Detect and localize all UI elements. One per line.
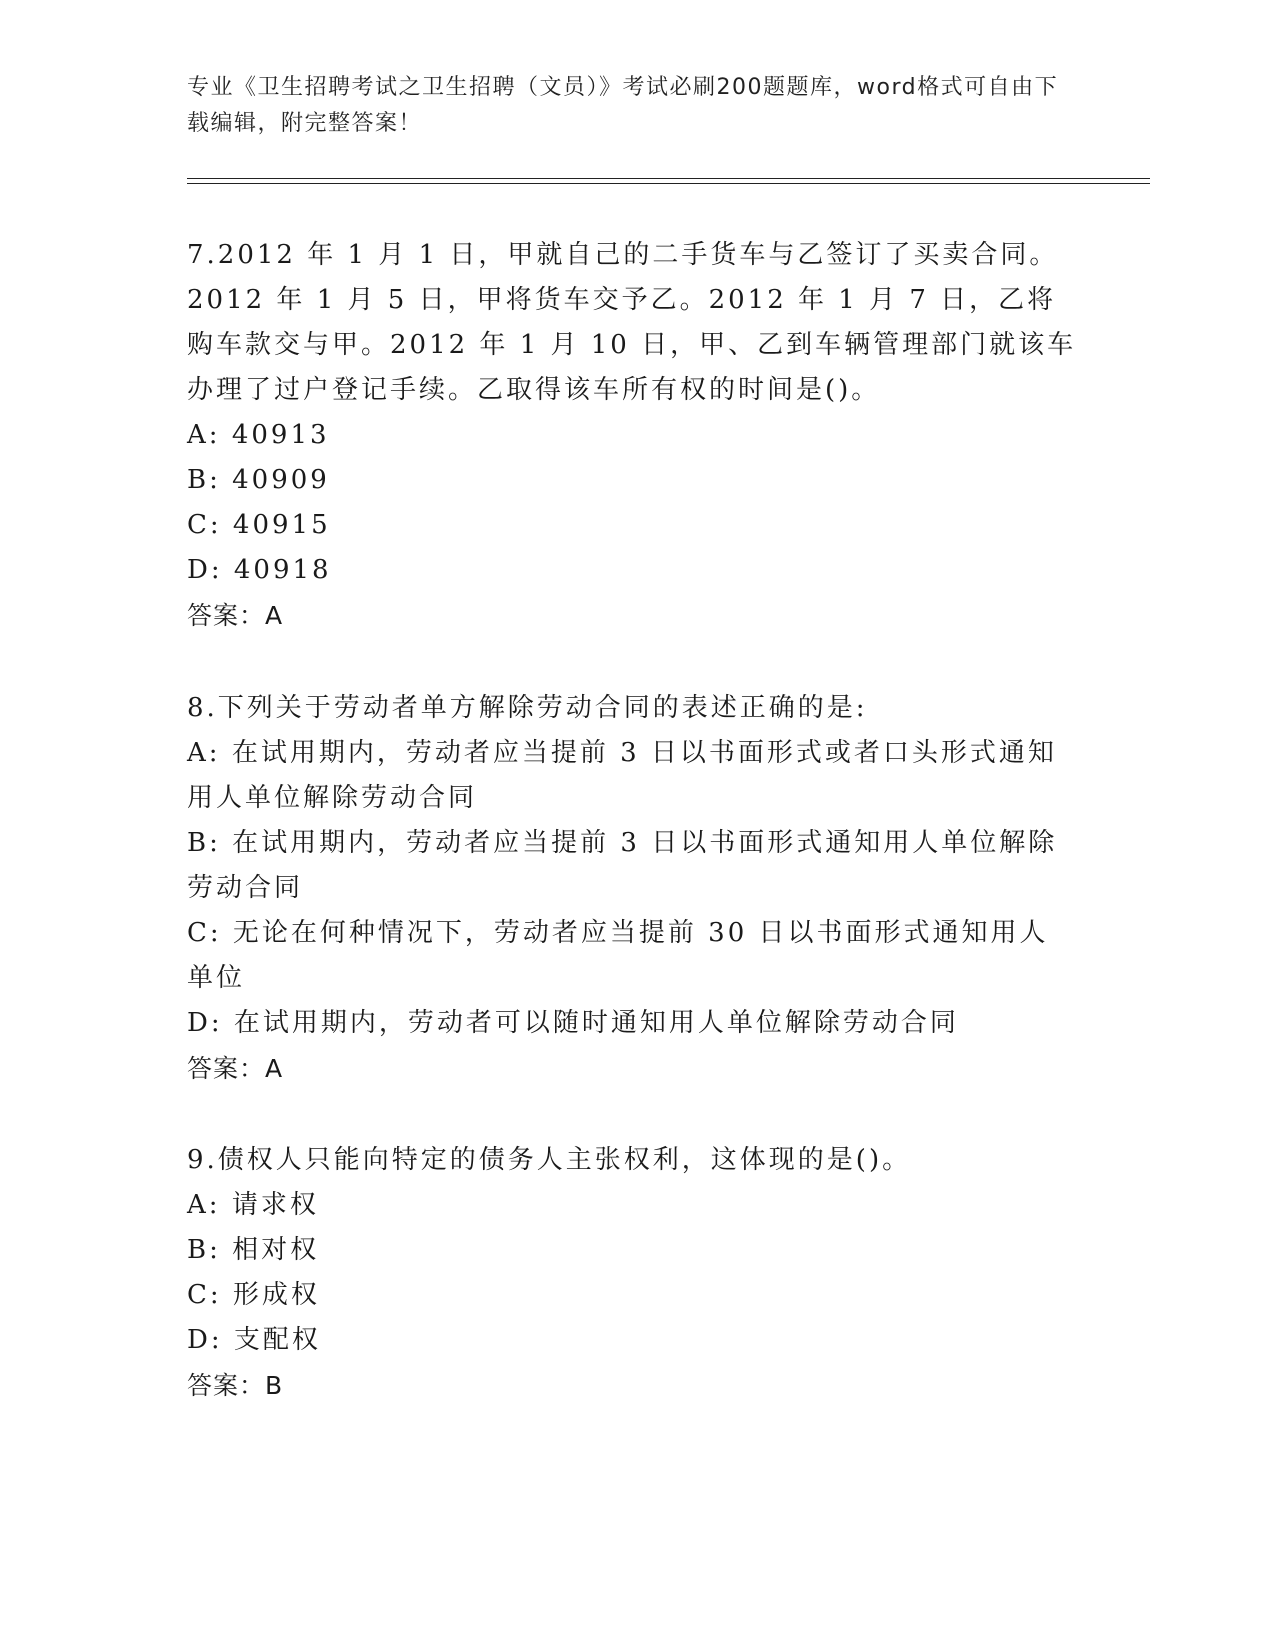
option-label: D: [187,1325,223,1355]
option-d [187,1001,1077,1046]
option-c [187,503,1077,548]
option-b [187,458,1077,503]
question-9 [187,1138,1077,1408]
option-label: A: [187,738,221,768]
option-a [187,1183,1077,1228]
question-7 [187,233,1077,638]
option-label: A: [187,1190,221,1220]
option-text: 支配权 [233,1325,321,1355]
option-text: 相对权 [232,1235,320,1265]
answer-line: 答案：A [187,1054,284,1083]
option-label: A: [187,420,221,450]
option-c [187,911,1077,1001]
header-divider-bottom [187,183,1150,184]
question-stem: 9.债权人只能向特定的债务人主张权利，这体现的是()。 [187,1145,912,1175]
option-text: 请求权 [231,1190,319,1220]
option-text: 40915 [232,510,331,540]
option-label: C: [187,918,222,948]
option-label: B: [187,1235,221,1265]
option-text: 在试用期内，劳动者应当提前 3 日以书面形式或者口头形式通知用人单位解除劳动合同 [187,738,1057,813]
option-d [187,548,1077,593]
option-label: B: [187,828,221,858]
option-label: D: [187,1008,223,1038]
option-label: B: [187,465,221,495]
option-label: D: [187,555,223,585]
answer-line: 答案：B [187,1371,284,1400]
option-label: C: [187,1280,222,1310]
question-stem: 8.下列关于劳动者单方解除劳动合同的表述正确的是: [187,693,868,723]
option-label: C: [187,510,222,540]
option-text: 40909 [232,465,330,495]
option-a [187,731,1077,821]
option-d [187,1318,1077,1363]
option-a [187,413,1077,458]
question-stem: 7.2012 年 1 月 1 日，甲就自己的二手货车与乙签订了买卖合同。2012 年 1 月 5 日，甲将货车交予乙。2012 年 1 月 7 日，乙将购车款交与甲。2012 年 1 月 10 日，甲、乙到车辆管理部门就该车办理了过户登记手续。乙取得该车所有权的时间是()。 [187,240,1077,405]
option-b [187,821,1077,911]
option-c [187,1273,1077,1318]
option-text: 在试用期内，劳动者应当提前 3 日以书面形式通知用人单位解除劳动合同 [187,828,1058,903]
option-text: 40913 [231,420,330,450]
option-b [187,1228,1077,1273]
question-8 [187,686,1077,1091]
option-text: 形成权 [232,1280,320,1310]
answer-line: 答案：A [187,601,284,630]
option-text: 在试用期内，劳动者可以随时通知用人单位解除劳动合同 [233,1008,959,1038]
document-header: 专业《卫生招聘考试之卫生招聘（文员）》考试必刷200题题库，word格式可自由下载编辑，附完整答案！ [187,75,1059,136]
option-text: 40918 [233,555,332,585]
option-text: 无论在何种情况下，劳动者应当提前 30 日以书面形式通知用人单位 [187,918,1049,993]
header-divider-top [187,178,1150,179]
